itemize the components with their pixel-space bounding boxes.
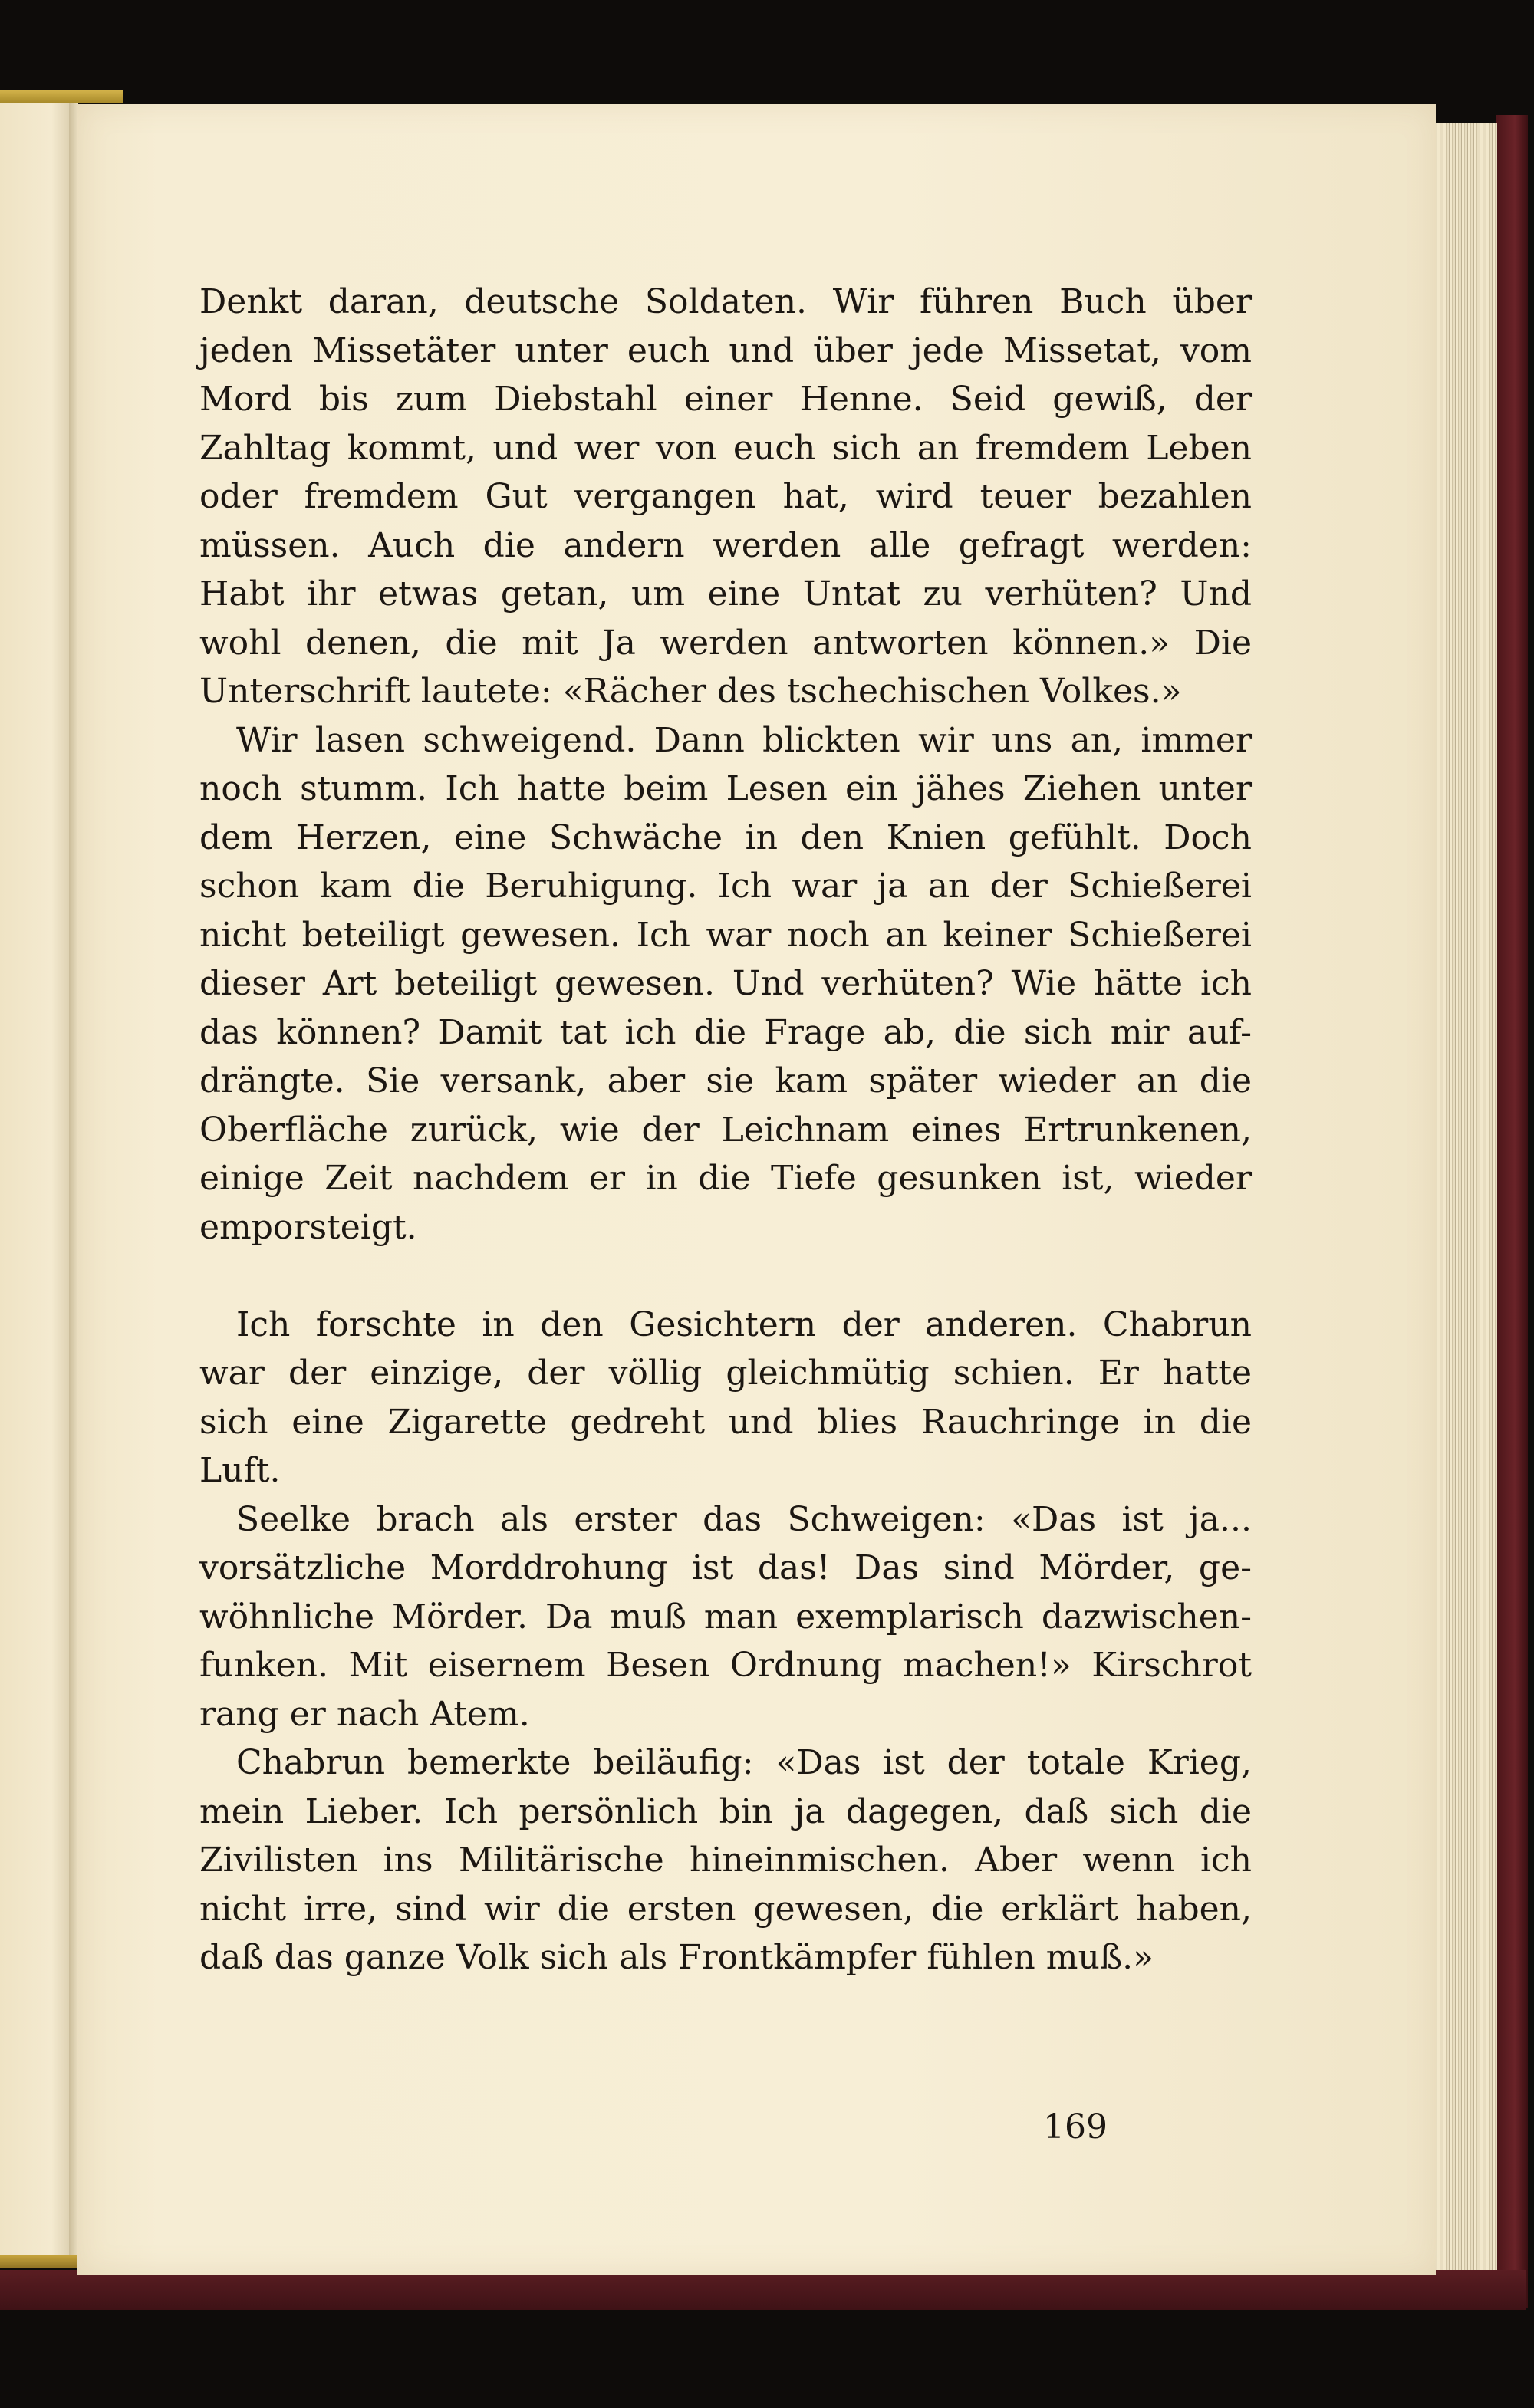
text-line: nicht irre, sind wir die ersten gewesen, die erklärt haben, xyxy=(199,1889,1252,1929)
text-line: wohl denen, die mit Ja werden antworten können.» Die xyxy=(199,623,1252,663)
book-page xyxy=(77,104,1436,2275)
text-line: sich eine Zigarette gedreht und blies Rauchringe in die xyxy=(199,1402,1252,1442)
paragraph-2 xyxy=(199,716,1252,1252)
text-line: emporsteigt. xyxy=(199,1207,417,1247)
text-line: drängte. Sie versank, aber sie kam später wieder an die xyxy=(199,1061,1252,1100)
text-line: Chabrun bemerkte beiläufig: «Das ist der totale Krieg, xyxy=(236,1743,1252,1782)
previous-page-edge xyxy=(0,95,74,2265)
text-line: rang er nach Atem. xyxy=(199,1694,530,1734)
text-line: noch stumm. Ich hatte beim Lesen ein jähes Ziehen unter xyxy=(199,769,1252,808)
text-line: jeden Missetäter unter euch und über jede Missetat, vom xyxy=(199,331,1252,370)
text-line: nicht beteiligt gewesen. Ich war noch an keiner Schießerei xyxy=(199,915,1252,955)
paragraph-4 xyxy=(199,1495,1252,1739)
paragraph-3 xyxy=(199,1301,1252,1495)
text-line: vorsätzliche Morddrohung ist das! Das sind Mörder, ge- xyxy=(199,1548,1252,1587)
text-line: Wir lasen schweigend. Dann blickten wir uns an, immer xyxy=(236,720,1252,760)
text-line: oder fremdem Gut vergangen hat, wird teuer bezahlen xyxy=(199,477,1252,516)
text-line: Denkt daran, deutsche Soldaten. Wir führen Buch über xyxy=(199,282,1252,321)
text-line: Mord bis zum Diebstahl einer Henne. Seid gewiß, der xyxy=(199,380,1252,419)
page-text xyxy=(199,278,1252,1982)
page-block-edges xyxy=(1428,123,1497,2270)
text-line: mein Lieber. Ich persönlich bin ja dagegen, daß sich die xyxy=(199,1791,1252,1831)
text-line: daß das ganze Volk sich als Frontkämpfer fühlen muß.» xyxy=(199,1938,1154,1977)
text-line: Zivilisten ins Militärische hineinmischen. Aber wenn ich xyxy=(199,1841,1252,1880)
book-cover-edge-bottom xyxy=(0,2270,1526,2310)
text-line: Ich forschte in den Gesichtern der anderen. Chabrun xyxy=(236,1304,1252,1344)
text-line: dieser Art beteiligt gewesen. Und verhüten? Wie hätte ich xyxy=(199,964,1252,1003)
text-line: Zahltag kommt, und wer von euch sich an fremdem Leben xyxy=(199,428,1252,468)
text-line: schon kam die Beruhigung. Ich war ja an der Schießerei xyxy=(199,867,1252,906)
text-line: war der einzige, der völlig gleichmütig schien. Er hatte xyxy=(199,1354,1252,1393)
text-line: das können? Damit tat ich die Frage ab, die sich mir auf- xyxy=(199,1012,1252,1052)
text-line: funken. Mit eisernem Besen Ordnung machen!» Kirschrot xyxy=(199,1646,1252,1685)
text-line: Habt ihr etwas getan, um eine Untat zu verhüten? Und xyxy=(199,574,1252,614)
text-line: Unterschrift lautete: «Rächer des tschechischen Volkes.» xyxy=(199,672,1182,711)
book-cover-edge-right xyxy=(1496,115,1528,2308)
text-line: Luft. xyxy=(199,1451,281,1490)
text-line: Seelke brach als erster das Schweigen: «Das ist ja... xyxy=(236,1499,1252,1539)
text-line: dem Herzen, eine Schwäche in den Knien gefühlt. Doch xyxy=(199,817,1252,857)
page-number: 169 xyxy=(1043,2107,1108,2146)
text-line: Oberfläche zurück, wie der Leichnam eines Ertrunkenen, xyxy=(199,1110,1252,1150)
gilt-edge-top xyxy=(0,90,123,103)
text-line: müssen. Auch die andern werden alle gefragt werden: xyxy=(199,525,1252,565)
paragraph-1 xyxy=(199,278,1252,716)
paragraph-5 xyxy=(199,1739,1252,1982)
text-line: einige Zeit nachdem er in die Tiefe gesunken ist, wieder xyxy=(199,1159,1252,1198)
text-line: wöhnliche Mörder. Da muß man exemplarisch dazwischen- xyxy=(199,1597,1252,1637)
